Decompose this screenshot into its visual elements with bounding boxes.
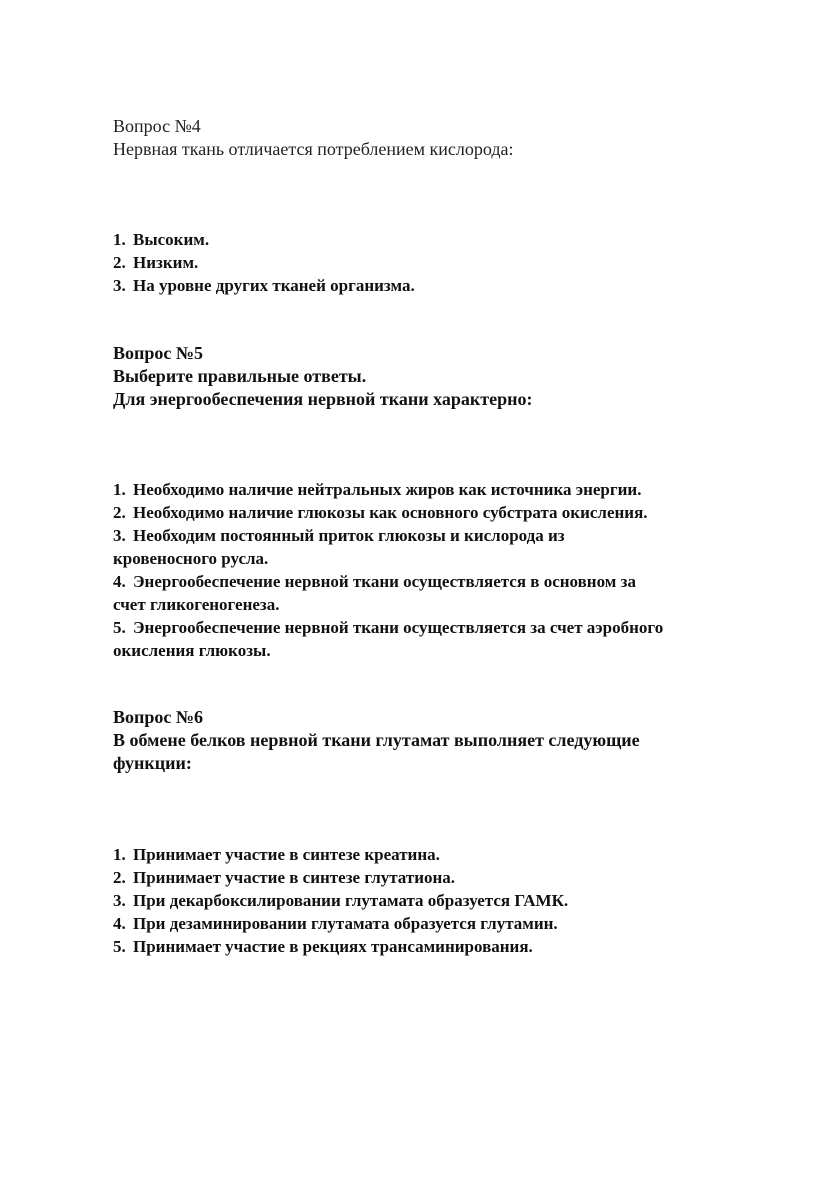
option-item: 5. Энергообеспечение нервной ткани осуществляется за счет аэробного (113, 618, 664, 637)
question-title: Вопрос №5 (113, 343, 203, 363)
question-6-header (113, 706, 753, 775)
option-item: 5. Принимает участие в рекциях трансаминирования. (113, 937, 533, 956)
question-text: В обмене белков нервной ткани глутамат выполняет следующие (113, 730, 640, 750)
option-item: 3. На уровне других тканей организма. (113, 276, 415, 295)
option-item: 1. Высоким. (113, 230, 210, 249)
option-item: 2. Низким. (113, 253, 199, 272)
question-text: Выберите правильные ответы. (113, 366, 367, 386)
option-item: 2. Необходимо наличие глюкозы как основного субстрата окисления. (113, 503, 648, 522)
question-title: Вопрос №4 (113, 116, 201, 136)
option-continuation: счет гликогеногенеза. (113, 595, 280, 614)
option-continuation: окисления глюкозы. (113, 641, 271, 660)
option-item: 3. При декарбоксилировании глутамата образуется ГАМК. (113, 891, 569, 910)
question-title: Вопрос №6 (113, 707, 203, 727)
option-item: 2. Принимает участие в синтезе глутатиона. (113, 868, 456, 887)
option-item: 4. При дезаминировании глутамата образуется глутамин. (113, 914, 558, 933)
question-text: Для энергообеспечения нервной ткани характерно: (113, 389, 533, 409)
option-item: 4. Энергообеспечение нервной ткани осуществляется в основном за (113, 572, 636, 591)
option-continuation: кровеносного русла. (113, 549, 269, 568)
question-6-options (113, 843, 753, 958)
option-item: 1. Необходимо наличие нейтральных жиров как источника энергии. (113, 480, 642, 499)
option-item: 1. Принимает участие в синтезе креатина. (113, 845, 440, 864)
option-item: 3. Необходим постоянный приток глюкозы и кислорода из (113, 526, 565, 545)
question-text: функции: (113, 753, 192, 773)
question-5-header (113, 342, 753, 411)
question-4-header (113, 115, 753, 161)
question-5-options (113, 478, 753, 662)
question-text: Нервная ткань отличается потреблением кислорода: (113, 139, 514, 159)
question-4-options (113, 228, 753, 297)
